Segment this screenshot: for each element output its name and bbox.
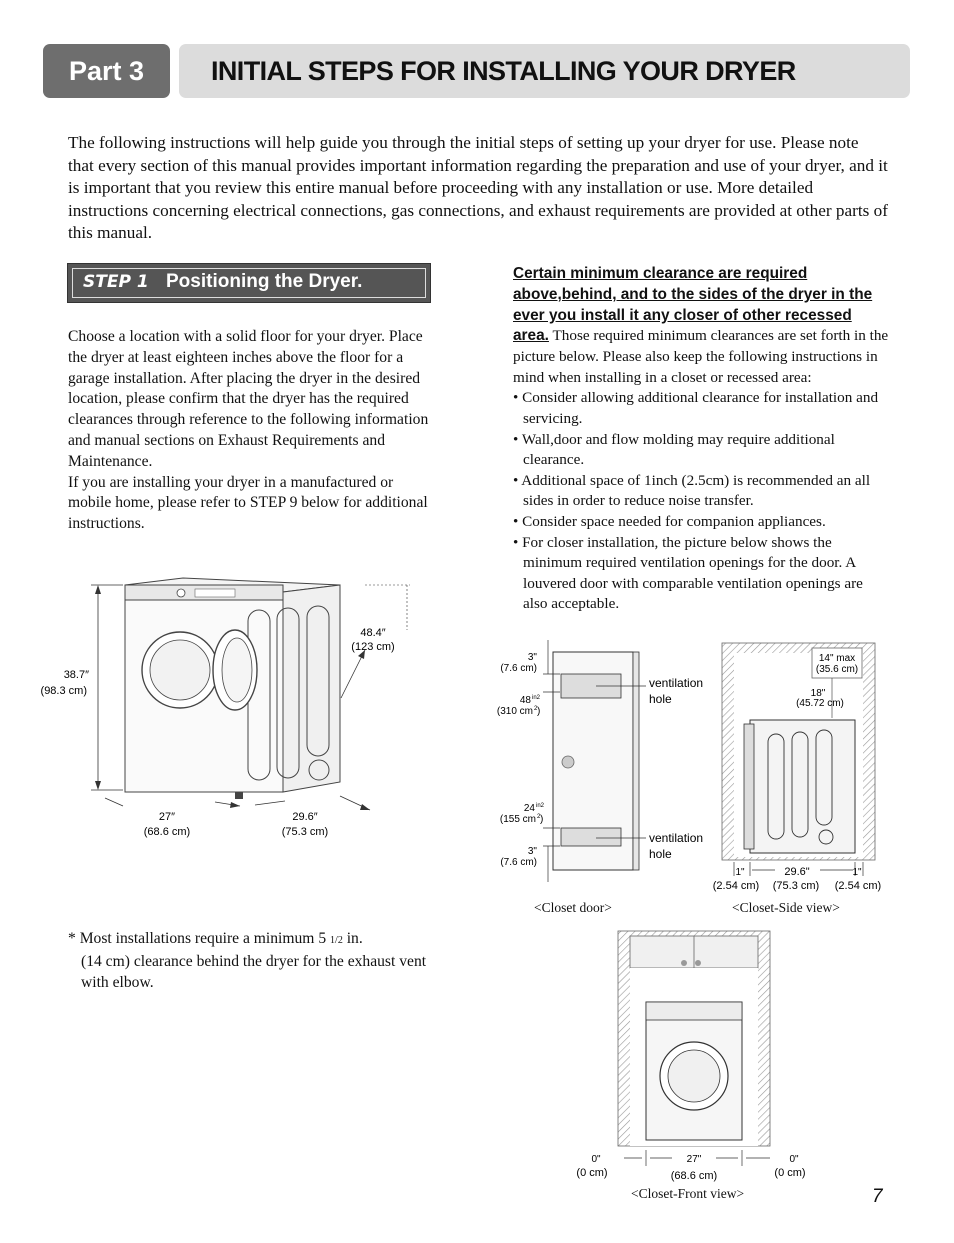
width-inches: 27″	[158, 811, 176, 823]
left-clearance-cm: (2.54 cm)	[712, 880, 760, 892]
clearance-bullets	[513, 388, 891, 615]
depth-inches: 29.6″	[292, 811, 318, 823]
note-line-2: (14 cm) clearance behind the dryer for the exhaust vent with elbow.	[81, 953, 427, 991]
top-gap-inches: 3"	[527, 652, 537, 663]
part-label: Part 3	[43, 44, 170, 98]
note-line-1: * Most installations require a minimum 5 1/2 in.	[68, 930, 363, 947]
bottom-vent-area: 24	[523, 803, 535, 814]
closet-side-figure	[700, 640, 895, 895]
top-clearance-cm: (45.72 cm)	[796, 698, 844, 709]
max-depth-inches: 14" max	[818, 653, 856, 664]
svg-text:2: 2	[537, 814, 541, 820]
step-banner	[67, 263, 431, 303]
clearance-heading: Certain minimum clearance are required above,behind, and to the sides of the dryer in the ever you install it any closer of other recessed area.	[513, 265, 873, 345]
max-depth-cm: (35.6 cm)	[815, 664, 859, 675]
bottom-gap-inches: 3"	[527, 846, 537, 857]
svg-text:): )	[537, 706, 541, 717]
height-inches: 38.7″	[63, 669, 89, 681]
closet-side-caption: <Closet-Side view>	[732, 900, 840, 915]
depth-cm: (75.3 cm)	[281, 826, 329, 838]
left-clearance-inches: 1"	[735, 867, 745, 878]
bottom-vent-area-cm: (155 cm	[499, 814, 536, 825]
vent-label-bottom-2: hole	[649, 847, 672, 861]
bottom-gap-cm: (7.6 cm)	[500, 857, 537, 868]
page-number: 7	[872, 1186, 883, 1207]
top-vent-area: 48	[519, 695, 531, 706]
step-title: Positioning the Dryer.	[166, 271, 363, 292]
height-cm: (98.3 cm)	[40, 685, 87, 697]
page-title: INITIAL STEPS FOR INSTALLING YOUR DRYER	[211, 56, 796, 86]
closet-door-figure	[488, 638, 718, 898]
bullet-item: • Consider space needed for companion appliances.	[513, 512, 826, 530]
svg-text:2: 2	[534, 706, 538, 712]
vent-label-bottom: ventilation	[649, 831, 704, 845]
front-left-cm: (0 cm)	[576, 1167, 608, 1179]
left-column-text	[68, 327, 436, 535]
right-clearance-cm: (2.54 cm)	[834, 880, 882, 892]
intro-paragraph: The following instructions will help guide you through the initial steps of setting up your dryer for use. Please note that every section of this manual provides important information regarding the preparation and use of your dryer, and it is important that you review this entire manual before proceeding with any installation or use. More detailed instructions concerning electrical connections, gas connections, and exhaust requirements are provided at other parts of this manual.	[68, 133, 888, 242]
front-right-inches: 0"	[789, 1154, 799, 1165]
front-right-cm: (0 cm)	[774, 1167, 806, 1179]
side-depth-inches: 29.6"	[784, 866, 810, 878]
side-depth-cm: (75.3 cm)	[772, 880, 820, 892]
bullet-item: • Consider allowing additional clearance for installation and servicing.	[513, 389, 879, 427]
front-width-cm: (68.6 cm)	[670, 1170, 718, 1182]
front-left-inches: 0"	[591, 1154, 601, 1165]
bullet-item: • Additional space of 1inch (2.5cm) is recommended an all sides in order to reduce noise transfer.	[513, 471, 871, 510]
vent-label-top: ventilation	[649, 676, 704, 690]
left-paragraph-1: Choose a location with a solid floor for your dryer. Place the dryer at least eighteen inches above the floor for a garage installation. After placing the dryer in the desired location, please confirm that the dryer has the required clearances through reference to the following information and manual sections on Exhaust Requirements and Maintenance.	[68, 328, 429, 470]
diagonal-inches: 48.4″	[360, 627, 386, 639]
top-gap-cm: (7.6 cm)	[500, 663, 537, 674]
width-cm: (68.6 cm)	[143, 826, 191, 838]
right-clearance-inches: 1"	[852, 867, 862, 878]
closet-front-figure	[560, 928, 820, 1186]
bottom-vent-area-unit: in2	[536, 803, 545, 809]
diagonal-cm: (123 cm)	[351, 641, 395, 653]
front-width-inches: 27"	[686, 1154, 702, 1165]
top-vent-area-cm: (310 cm	[496, 706, 533, 717]
bullet-item: • Wall,door and flow molding may require additional clearance.	[513, 430, 835, 469]
step-banner-inner	[72, 268, 426, 298]
right-column-text	[513, 264, 891, 615]
top-clearance-inches: 18"	[810, 688, 826, 699]
title-bar	[179, 44, 910, 98]
bullet-item: • For closer installation, the picture below shows the minimum required ventilation openings for the door. A louvered door with comparable ventilation openings are also acceptable.	[513, 533, 863, 613]
left-paragraph-2: If you are installing your dryer in a manufactured or mobile home, please refer to STEP 9 below for additional instructions.	[68, 473, 428, 533]
svg-text:): )	[540, 814, 544, 825]
vent-label-top-2: hole	[649, 692, 672, 706]
top-vent-area-unit: in2	[532, 695, 541, 701]
clearance-intro: Those required minimum clearances are set forth in the picture below. Please also keep the following instructions in mind when installing in a closet or recessed area:	[513, 327, 889, 386]
closet-front-caption: <Closet-Front view>	[631, 1186, 745, 1201]
step-number: STEP 1	[83, 272, 149, 292]
dryer-dimensions-figure	[40, 570, 455, 850]
exhaust-note	[68, 928, 438, 993]
closet-door-caption: <Closet door>	[534, 900, 612, 915]
